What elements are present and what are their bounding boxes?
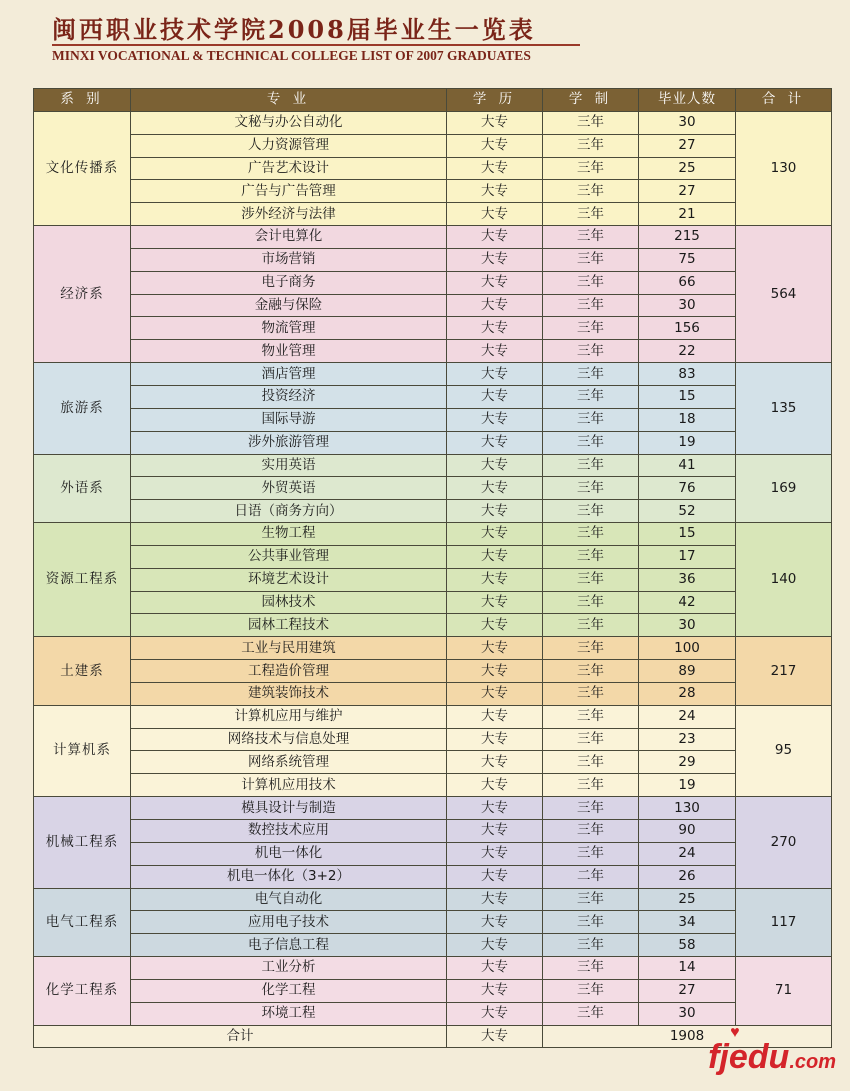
table-row bbox=[34, 637, 832, 660]
dept-name: 旅游系 bbox=[34, 363, 131, 454]
major-name: 计算机应用与维护 bbox=[131, 705, 447, 728]
degree-cell: 大专 bbox=[447, 660, 543, 683]
duration-cell: 三年 bbox=[543, 477, 639, 500]
major-name: 文秘与办公自动化 bbox=[131, 111, 447, 134]
major-name: 人力资源管理 bbox=[131, 134, 447, 157]
count-cell: 130 bbox=[639, 797, 736, 820]
major-name: 金融与保险 bbox=[131, 294, 447, 317]
table-row bbox=[34, 408, 832, 431]
count-cell: 100 bbox=[639, 637, 736, 660]
duration-cell: 三年 bbox=[543, 523, 639, 546]
count-cell: 25 bbox=[639, 157, 736, 180]
dept-total: 95 bbox=[736, 705, 832, 796]
major-name: 日语（商务方向） bbox=[131, 500, 447, 523]
dept-name: 化学工程系 bbox=[34, 957, 131, 1026]
duration-cell: 三年 bbox=[543, 340, 639, 363]
dept-total: 270 bbox=[736, 797, 832, 888]
header-major: 专 业 bbox=[131, 89, 447, 112]
duration-cell: 三年 bbox=[543, 614, 639, 637]
major-name: 园林工程技术 bbox=[131, 614, 447, 637]
major-name: 投资经济 bbox=[131, 385, 447, 408]
count-cell: 30 bbox=[639, 294, 736, 317]
duration-cell: 三年 bbox=[543, 203, 639, 226]
table-row bbox=[34, 660, 832, 683]
major-name: 环境艺术设计 bbox=[131, 568, 447, 591]
degree-cell: 大专 bbox=[447, 111, 543, 134]
total-degree: 大专 bbox=[447, 1025, 543, 1048]
table-row bbox=[34, 317, 832, 340]
table-row bbox=[34, 454, 832, 477]
table-row bbox=[34, 363, 832, 386]
table-row bbox=[34, 271, 832, 294]
count-cell: 27 bbox=[639, 180, 736, 203]
page-title: 闽西职业技术学院2008届毕业生一览表 bbox=[52, 15, 536, 44]
duration-cell: 三年 bbox=[543, 979, 639, 1002]
degree-cell: 大专 bbox=[447, 340, 543, 363]
dept-name: 文化传播系 bbox=[34, 111, 131, 225]
count-cell: 76 bbox=[639, 477, 736, 500]
dept-name: 机械工程系 bbox=[34, 797, 131, 888]
major-name: 化学工程 bbox=[131, 979, 447, 1002]
major-name: 国际导游 bbox=[131, 408, 447, 431]
major-name: 机电一体化 bbox=[131, 842, 447, 865]
count-cell: 30 bbox=[639, 1002, 736, 1025]
duration-cell: 三年 bbox=[543, 363, 639, 386]
count-cell: 28 bbox=[639, 682, 736, 705]
degree-cell: 大专 bbox=[447, 134, 543, 157]
table-row bbox=[34, 431, 832, 454]
table-row bbox=[34, 157, 832, 180]
table-row bbox=[34, 865, 832, 888]
major-name: 物流管理 bbox=[131, 317, 447, 340]
count-cell: 27 bbox=[639, 134, 736, 157]
table-row bbox=[34, 911, 832, 934]
major-name: 建筑装饰技术 bbox=[131, 682, 447, 705]
duration-cell: 三年 bbox=[543, 682, 639, 705]
degree-cell: 大专 bbox=[447, 477, 543, 500]
degree-cell: 大专 bbox=[447, 797, 543, 820]
degree-cell: 大专 bbox=[447, 957, 543, 980]
count-cell: 23 bbox=[639, 728, 736, 751]
degree-cell: 大专 bbox=[447, 294, 543, 317]
degree-cell: 大专 bbox=[447, 751, 543, 774]
count-cell: 26 bbox=[639, 865, 736, 888]
table-row bbox=[34, 226, 832, 249]
duration-cell: 三年 bbox=[543, 591, 639, 614]
duration-cell: 三年 bbox=[543, 226, 639, 249]
table-row bbox=[34, 979, 832, 1002]
count-cell: 36 bbox=[639, 568, 736, 591]
site-watermark bbox=[708, 1024, 836, 1077]
count-cell: 66 bbox=[639, 271, 736, 294]
duration-cell: 三年 bbox=[543, 774, 639, 797]
major-name: 电子信息工程 bbox=[131, 934, 447, 957]
major-name: 网络技术与信息处理 bbox=[131, 728, 447, 751]
graduates-table bbox=[33, 88, 832, 1048]
major-name: 环境工程 bbox=[131, 1002, 447, 1025]
degree-cell: 大专 bbox=[447, 728, 543, 751]
table-row bbox=[34, 614, 832, 637]
duration-cell: 三年 bbox=[543, 454, 639, 477]
count-cell: 215 bbox=[639, 226, 736, 249]
header-duration: 学 制 bbox=[543, 89, 639, 112]
table-row bbox=[34, 705, 832, 728]
count-cell: 30 bbox=[639, 111, 736, 134]
table-row bbox=[34, 842, 832, 865]
count-cell: 15 bbox=[639, 523, 736, 546]
major-name: 数控技术应用 bbox=[131, 820, 447, 843]
duration-cell: 三年 bbox=[543, 1002, 639, 1025]
table-row bbox=[34, 545, 832, 568]
dept-total: 117 bbox=[736, 888, 832, 957]
page-subtitle: MINXI VOCATIONAL & TECHNICAL COLLEGE LIST OF 2007 GRADUATES bbox=[52, 48, 531, 63]
heart-icon: ♥ bbox=[730, 1024, 740, 1041]
table-row bbox=[34, 820, 832, 843]
major-name: 涉外旅游管理 bbox=[131, 431, 447, 454]
major-name: 网络系统管理 bbox=[131, 751, 447, 774]
duration-cell: 三年 bbox=[543, 842, 639, 865]
dept-total: 71 bbox=[736, 957, 832, 1026]
table-row bbox=[34, 134, 832, 157]
dept-name: 计算机系 bbox=[34, 705, 131, 796]
count-cell: 30 bbox=[639, 614, 736, 637]
duration-cell: 三年 bbox=[543, 431, 639, 454]
table-row bbox=[34, 934, 832, 957]
degree-cell: 大专 bbox=[447, 431, 543, 454]
degree-cell: 大专 bbox=[447, 157, 543, 180]
major-name: 生物工程 bbox=[131, 523, 447, 546]
table-body bbox=[34, 111, 832, 1025]
duration-cell: 三年 bbox=[543, 705, 639, 728]
major-name: 物业管理 bbox=[131, 340, 447, 363]
title-divider bbox=[52, 44, 580, 46]
major-name: 机电一体化（3+2） bbox=[131, 865, 447, 888]
table-row bbox=[34, 751, 832, 774]
count-cell: 17 bbox=[639, 545, 736, 568]
duration-cell: 三年 bbox=[543, 545, 639, 568]
degree-cell: 大专 bbox=[447, 203, 543, 226]
duration-cell: 三年 bbox=[543, 957, 639, 980]
table-row bbox=[34, 523, 832, 546]
table-header-row bbox=[34, 89, 832, 112]
total-label: 合计 bbox=[34, 1025, 447, 1048]
major-name: 电子商务 bbox=[131, 271, 447, 294]
header-total: 合 计 bbox=[736, 89, 832, 112]
count-cell: 14 bbox=[639, 957, 736, 980]
duration-cell: 三年 bbox=[543, 317, 639, 340]
duration-cell: 三年 bbox=[543, 637, 639, 660]
table-row bbox=[34, 500, 832, 523]
major-name: 外贸英语 bbox=[131, 477, 447, 500]
duration-cell: 三年 bbox=[543, 660, 639, 683]
degree-cell: 大专 bbox=[447, 614, 543, 637]
dept-name: 经济系 bbox=[34, 226, 131, 363]
table-row bbox=[34, 294, 832, 317]
count-cell: 58 bbox=[639, 934, 736, 957]
count-cell: 21 bbox=[639, 203, 736, 226]
count-cell: 83 bbox=[639, 363, 736, 386]
count-cell: 24 bbox=[639, 705, 736, 728]
watermark-brand: fjedu bbox=[708, 1038, 790, 1076]
degree-cell: 大专 bbox=[447, 248, 543, 271]
degree-cell: 大专 bbox=[447, 271, 543, 294]
degree-cell: 大专 bbox=[447, 591, 543, 614]
degree-cell: 大专 bbox=[447, 545, 543, 568]
major-name: 公共事业管理 bbox=[131, 545, 447, 568]
degree-cell: 大专 bbox=[447, 226, 543, 249]
count-cell: 22 bbox=[639, 340, 736, 363]
major-name: 工业分析 bbox=[131, 957, 447, 980]
header-count: 毕业人数 bbox=[639, 89, 736, 112]
degree-cell: 大专 bbox=[447, 180, 543, 203]
count-cell: 41 bbox=[639, 454, 736, 477]
watermark-suffix: .com bbox=[789, 1051, 836, 1073]
dept-total: 169 bbox=[736, 454, 832, 523]
duration-cell: 三年 bbox=[543, 728, 639, 751]
table-row bbox=[34, 728, 832, 751]
table-row bbox=[34, 385, 832, 408]
duration-cell: 三年 bbox=[543, 180, 639, 203]
dept-name: 土建系 bbox=[34, 637, 131, 706]
duration-cell: 三年 bbox=[543, 751, 639, 774]
degree-cell: 大专 bbox=[447, 911, 543, 934]
table-row bbox=[34, 1002, 832, 1025]
degree-cell: 大专 bbox=[447, 1002, 543, 1025]
major-name: 实用英语 bbox=[131, 454, 447, 477]
header-dept: 系 别 bbox=[34, 89, 131, 112]
dept-name: 外语系 bbox=[34, 454, 131, 523]
major-name: 涉外经济与法律 bbox=[131, 203, 447, 226]
major-name: 酒店管理 bbox=[131, 363, 447, 386]
count-cell: 24 bbox=[639, 842, 736, 865]
table-row bbox=[34, 180, 832, 203]
dept-total: 130 bbox=[736, 111, 832, 225]
duration-cell: 三年 bbox=[543, 500, 639, 523]
duration-cell: 三年 bbox=[543, 888, 639, 911]
total-count: 1908 bbox=[543, 1025, 832, 1048]
page-header bbox=[0, 0, 850, 90]
major-name: 广告与广告管理 bbox=[131, 180, 447, 203]
duration-cell: 三年 bbox=[543, 157, 639, 180]
dept-name: 资源工程系 bbox=[34, 523, 131, 637]
duration-cell: 三年 bbox=[543, 385, 639, 408]
table-row bbox=[34, 957, 832, 980]
count-cell: 19 bbox=[639, 774, 736, 797]
count-cell: 90 bbox=[639, 820, 736, 843]
duration-cell: 三年 bbox=[543, 271, 639, 294]
degree-cell: 大专 bbox=[447, 637, 543, 660]
count-cell: 52 bbox=[639, 500, 736, 523]
duration-cell: 三年 bbox=[543, 408, 639, 431]
count-cell: 34 bbox=[639, 911, 736, 934]
major-name: 电气自动化 bbox=[131, 888, 447, 911]
degree-cell: 大专 bbox=[447, 705, 543, 728]
degree-cell: 大专 bbox=[447, 500, 543, 523]
degree-cell: 大专 bbox=[447, 568, 543, 591]
degree-cell: 大专 bbox=[447, 385, 543, 408]
count-cell: 42 bbox=[639, 591, 736, 614]
count-cell: 18 bbox=[639, 408, 736, 431]
duration-cell: 三年 bbox=[543, 797, 639, 820]
table-row bbox=[34, 568, 832, 591]
duration-cell: 三年 bbox=[543, 111, 639, 134]
duration-cell: 三年 bbox=[543, 294, 639, 317]
degree-cell: 大专 bbox=[447, 865, 543, 888]
table-row bbox=[34, 340, 832, 363]
duration-cell: 三年 bbox=[543, 134, 639, 157]
count-cell: 15 bbox=[639, 385, 736, 408]
table-row bbox=[34, 203, 832, 226]
major-name: 工程造价管理 bbox=[131, 660, 447, 683]
major-name: 广告艺术设计 bbox=[131, 157, 447, 180]
major-name: 模具设计与制造 bbox=[131, 797, 447, 820]
count-cell: 75 bbox=[639, 248, 736, 271]
table-row bbox=[34, 888, 832, 911]
degree-cell: 大专 bbox=[447, 979, 543, 1002]
degree-cell: 大专 bbox=[447, 774, 543, 797]
table-row bbox=[34, 248, 832, 271]
table-row bbox=[34, 477, 832, 500]
duration-cell: 三年 bbox=[543, 568, 639, 591]
table-row bbox=[34, 682, 832, 705]
major-name: 市场营销 bbox=[131, 248, 447, 271]
major-name: 应用电子技术 bbox=[131, 911, 447, 934]
count-cell: 27 bbox=[639, 979, 736, 1002]
count-cell: 25 bbox=[639, 888, 736, 911]
degree-cell: 大专 bbox=[447, 682, 543, 705]
duration-cell: 三年 bbox=[543, 934, 639, 957]
dept-total: 140 bbox=[736, 523, 832, 637]
degree-cell: 大专 bbox=[447, 888, 543, 911]
dept-total: 564 bbox=[736, 226, 832, 363]
degree-cell: 大专 bbox=[447, 317, 543, 340]
degree-cell: 大专 bbox=[447, 820, 543, 843]
degree-cell: 大专 bbox=[447, 934, 543, 957]
major-name: 工业与民用建筑 bbox=[131, 637, 447, 660]
major-name: 计算机应用技术 bbox=[131, 774, 447, 797]
degree-cell: 大专 bbox=[447, 408, 543, 431]
table-row bbox=[34, 111, 832, 134]
major-name: 会计电算化 bbox=[131, 226, 447, 249]
duration-cell: 三年 bbox=[543, 248, 639, 271]
degree-cell: 大专 bbox=[447, 454, 543, 477]
duration-cell: 三年 bbox=[543, 911, 639, 934]
table-row bbox=[34, 774, 832, 797]
major-name: 园林技术 bbox=[131, 591, 447, 614]
dept-name: 电气工程系 bbox=[34, 888, 131, 957]
duration-cell: 三年 bbox=[543, 820, 639, 843]
table-row bbox=[34, 591, 832, 614]
header-degree: 学 历 bbox=[447, 89, 543, 112]
degree-cell: 大专 bbox=[447, 523, 543, 546]
dept-total: 135 bbox=[736, 363, 832, 454]
degree-cell: 大专 bbox=[447, 842, 543, 865]
duration-cell: 二年 bbox=[543, 865, 639, 888]
degree-cell: 大专 bbox=[447, 363, 543, 386]
count-cell: 156 bbox=[639, 317, 736, 340]
dept-total: 217 bbox=[736, 637, 832, 706]
count-cell: 29 bbox=[639, 751, 736, 774]
table-row bbox=[34, 797, 832, 820]
count-cell: 19 bbox=[639, 431, 736, 454]
count-cell: 89 bbox=[639, 660, 736, 683]
